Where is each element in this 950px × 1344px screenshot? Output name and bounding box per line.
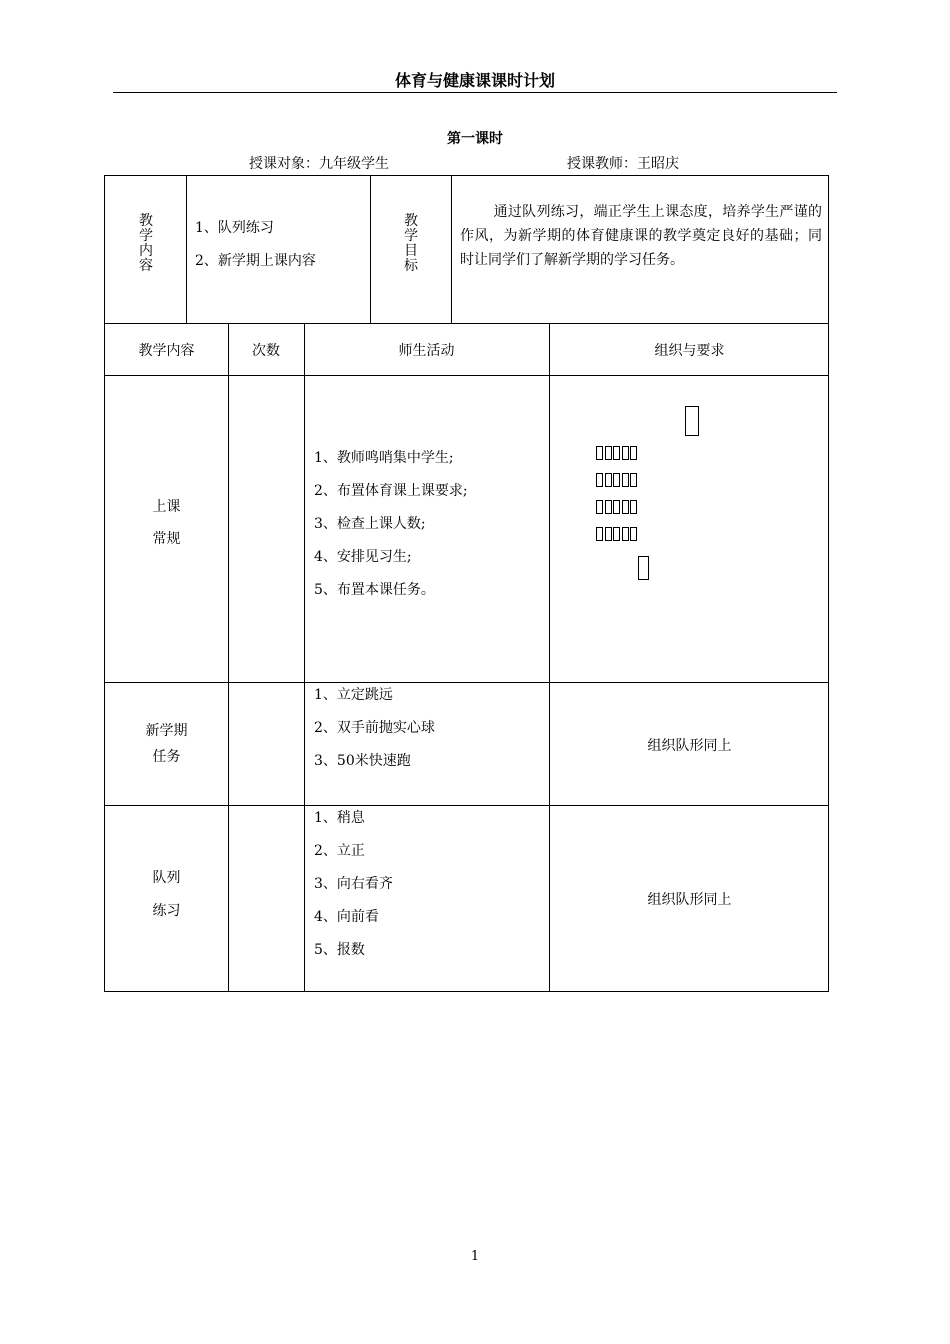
activity-item: 3、向右看齐 <box>314 876 393 892</box>
row-content-line: 新学期 <box>145 723 188 739</box>
top-info-table <box>104 175 829 324</box>
header-count: 次数 <box>252 343 280 359</box>
header-content: 教学内容 <box>138 343 195 359</box>
activity-item: 1、立定跳远 <box>314 687 393 703</box>
row-activities <box>314 442 468 607</box>
row-content-line: 上课 <box>152 499 181 515</box>
formation-row <box>596 520 639 547</box>
teacher-marker-icon <box>685 406 699 436</box>
activity-item: 1、稍息 <box>314 810 365 826</box>
row-content-line: 常规 <box>152 531 181 547</box>
formation-row <box>596 493 639 520</box>
content-label-vertical <box>136 214 156 274</box>
activity-item: 5、布置本课任务。 <box>314 582 435 598</box>
row-activities <box>314 802 393 967</box>
page-number: 1 <box>470 1249 480 1264</box>
activity-item: 3、检查上课人数; <box>314 516 426 532</box>
table-row <box>105 868 228 934</box>
row-content-line: 队列 <box>152 870 181 886</box>
row-organization: 组织队形同上 <box>647 738 732 754</box>
lesson-target <box>249 153 389 173</box>
formation-row <box>596 466 639 493</box>
lesson-plan-table <box>104 323 829 992</box>
activity-item: 4、向前看 <box>314 909 379 925</box>
lesson-teacher <box>567 153 679 173</box>
teacher-position-icon <box>638 556 649 580</box>
lesson-title: 第一课时 <box>447 131 503 147</box>
activity-item: 2、立正 <box>314 843 365 859</box>
content-item: 1、队列练习 <box>195 220 274 236</box>
formation-row <box>596 439 639 466</box>
activity-item: 5、报数 <box>314 942 365 958</box>
content-label: 教 学 内 容 <box>139 213 153 274</box>
goal-text: 通过队列练习，端正学生上课态度，培养学生严谨的作风，为新学期的体育健康课的教学奠定良好的基础；同时让同学们了解新学期的学习任务。 <box>460 204 822 268</box>
activity-item: 2、布置体育课上课要求; <box>314 483 468 499</box>
content-items <box>195 212 365 278</box>
goal-label: 教 学 目 标 <box>404 213 418 274</box>
student-formation <box>596 439 639 547</box>
table-row <box>105 721 228 773</box>
activity-item: 2、双手前抛实心球 <box>314 720 435 736</box>
header-activities: 师生活动 <box>398 343 455 359</box>
goal-label-vertical <box>401 214 421 274</box>
document-header-title: 体育与健康课课时计划 <box>394 71 555 90</box>
row-content-line: 练习 <box>152 903 181 919</box>
lesson-teacher-value: 王昭庆 <box>637 156 679 172</box>
lesson-target-label: 授课对象： <box>249 156 319 172</box>
lesson-target-value: 九年级学生 <box>319 156 389 172</box>
header-rule <box>113 92 837 93</box>
lesson-teacher-label: 授课教师： <box>567 156 637 172</box>
row-content-line: 任务 <box>152 749 181 765</box>
activity-item: 1、教师鸣哨集中学生; <box>314 450 454 466</box>
content-item: 2、新学期上课内容 <box>195 253 316 269</box>
header-organization: 组织与要求 <box>654 343 725 359</box>
row-activities <box>314 679 435 778</box>
activity-item: 4、安排见习生; <box>314 549 412 565</box>
activity-item: 3、50米快速跑 <box>314 753 411 769</box>
table-row <box>105 497 228 561</box>
row-organization: 组织队形同上 <box>647 892 732 908</box>
